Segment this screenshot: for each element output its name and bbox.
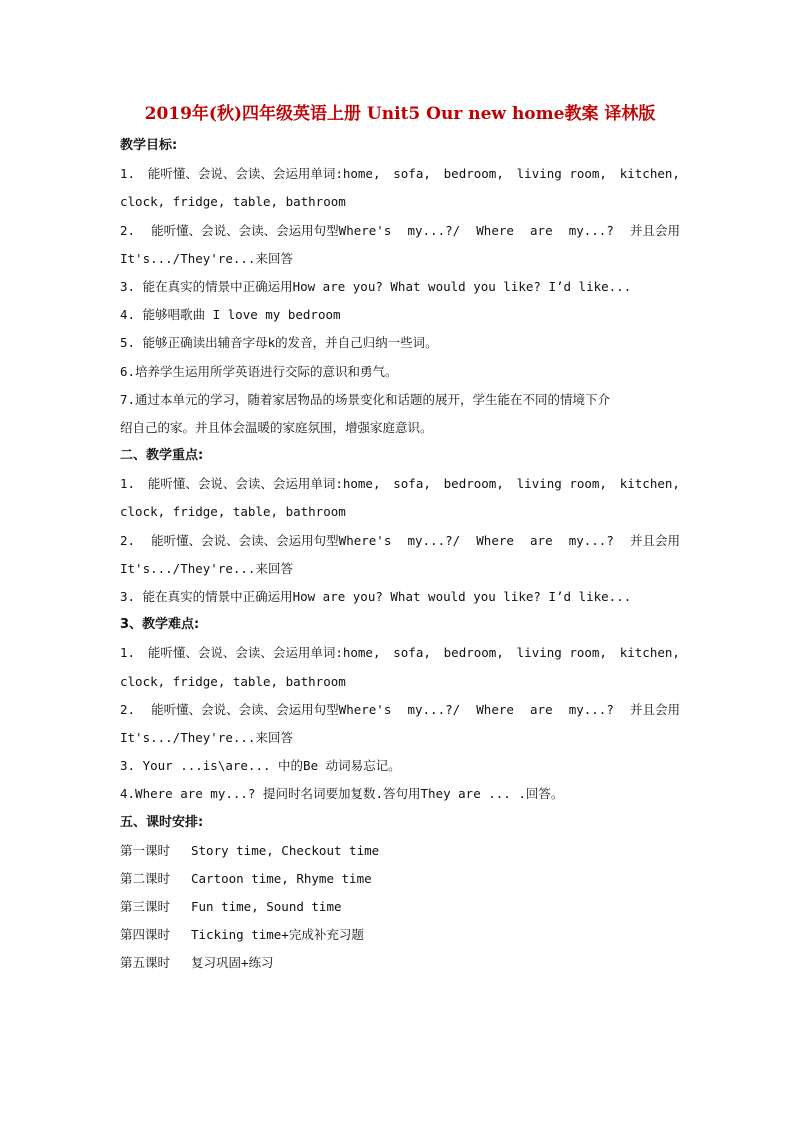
section-heading-schedule: 五、课时安排: — [120, 814, 204, 830]
schedule-text: Ticking time+完成补充习题 — [191, 927, 364, 943]
objective-1-cont: clock, fridge, table, bathroom — [120, 194, 346, 210]
schedule-text: Cartoon time, Rhyme time — [191, 870, 372, 886]
schedule-row — [120, 865, 680, 893]
key-point-2-cont: It's.../They're...来回答 — [120, 560, 293, 576]
objective-2: 2. 能听懂、会说、会读、会运用句型Where's my...?/ Where are my...? 并且会用 — [120, 222, 680, 238]
schedule-label: 第三课时 — [120, 899, 171, 915]
difficulty-2-cont: It's.../They're...来回答 — [120, 729, 293, 745]
difficulty-3: 3. Your ...is\are... 中的Be 动词易忘记。 — [120, 758, 401, 774]
key-point-1-cont: clock, fridge, table, bathroom — [120, 504, 346, 520]
objective-7-cont: 绍自己的家。并且体会温暖的家庭氛围，增强家庭意识。 — [120, 419, 433, 435]
section-heading-objectives: 教学目标: — [120, 138, 178, 153]
key-point-2: 2. 能听懂、会说、会读、会运用句型Where's my...?/ Where are my...? 并且会用 — [120, 532, 680, 548]
schedule-text: 复习巩固+练习 — [191, 955, 274, 971]
schedule-row — [120, 893, 680, 921]
schedule-row — [120, 921, 680, 949]
schedule-text: Story time, Checkout time — [191, 842, 380, 858]
objective-1: 1. 能听懂、会说、会读、会运用单词:home, sofa, bedroom, living room, kitchen, — [120, 166, 680, 182]
document-body — [120, 132, 680, 978]
objective-4: 4. 能够唱歌曲 I love my bedroom — [120, 307, 341, 323]
key-point-3: 3. 能在真实的情景中正确运用How are you? What would you like? I’d like... — [120, 589, 632, 604]
schedule-row — [120, 837, 680, 865]
objective-5: 5. 能够正确读出辅音字母k的发音，并自己归纳一些词。 — [120, 335, 438, 351]
difficulty-4: 4.Where are my...? 提问时名词要加复数.答句用They are ... .回答。 — [120, 786, 564, 802]
key-point-1: 1. 能听懂、会说、会读、会运用单词:home, sofa, bedroom, living room, kitchen, — [120, 476, 680, 492]
objective-6: 6.培养学生运用所学英语进行交际的意识和勇气。 — [120, 363, 398, 379]
objective-2-cont: It's.../They're...来回答 — [120, 250, 293, 266]
section-heading-difficulties: 3、教学难点: — [120, 617, 200, 633]
schedule-row — [120, 949, 680, 977]
section-heading-key-points: 二、教学重点: — [120, 448, 204, 464]
difficulty-1-cont: clock, fridge, table, bathroom — [120, 673, 346, 689]
document-title: 2019年(秋)四年级英语上册 Unit5 Our new home教案 译林版 — [144, 104, 656, 124]
schedule-label: 第五课时 — [120, 955, 171, 971]
objective-3: 3. 能在真实的情景中正确运用How are you? What would you like? I’d like... — [120, 278, 632, 294]
schedule-label: 第一课时 — [120, 842, 171, 858]
schedule-text: Fun time, Sound time — [191, 899, 342, 915]
schedule-label: 第二课时 — [120, 870, 171, 886]
schedule-label: 第四课时 — [120, 927, 171, 943]
difficulty-1: 1. 能听懂、会说、会读、会运用单词:home, sofa, bedroom, living room, kitchen, — [120, 645, 680, 661]
difficulty-2: 2. 能听懂、会说、会读、会运用句型Where's my...?/ Where are my...? 并且会用 — [120, 701, 680, 717]
objective-7: 7.通过本单元的学习，随着家居物品的场景变化和话题的展开，学生能在不同的情境下介 — [120, 391, 611, 407]
